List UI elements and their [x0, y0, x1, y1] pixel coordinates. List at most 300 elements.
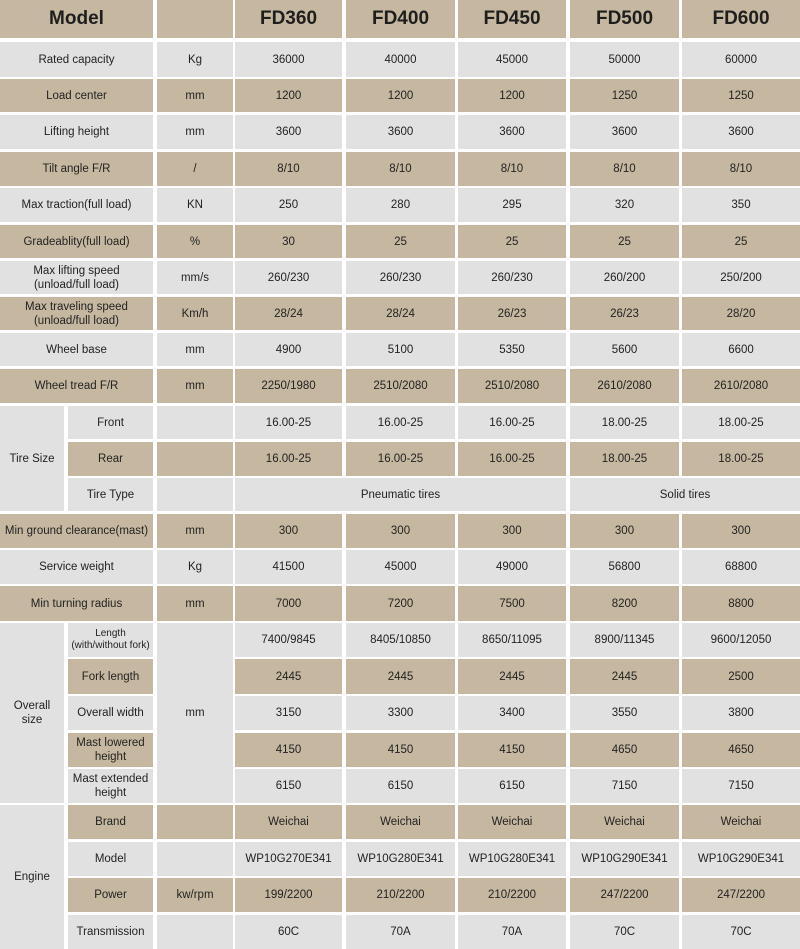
value-cell-text: 7200	[387, 597, 414, 610]
value-cell	[682, 805, 800, 839]
value-cell-text: 16.00-25	[265, 453, 312, 465]
spec-label	[0, 225, 153, 258]
value-cell-text: 3600	[387, 126, 414, 138]
overall-size-unit-text: mm	[185, 707, 205, 719]
value-cell	[682, 659, 800, 694]
value-cell	[458, 115, 566, 149]
value-cell	[346, 550, 455, 584]
spec-unit	[157, 369, 233, 403]
value-cell	[346, 805, 455, 839]
value-cell	[570, 696, 679, 730]
value-cell	[346, 369, 455, 403]
value-cell	[458, 878, 566, 912]
value-cell-text: 8650/11095	[482, 634, 542, 646]
value-cell	[235, 550, 342, 584]
value-cell	[235, 623, 342, 657]
spec-label-text: Max traveling speed (unload/full load)	[25, 300, 128, 327]
value-cell-text: Weichai	[604, 816, 645, 828]
value-cell-text: 5600	[611, 343, 638, 356]
value-cell	[570, 550, 679, 584]
spec-label-text: Gradeablity(full load)	[23, 235, 130, 248]
value-cell	[570, 261, 679, 294]
value-cell	[346, 261, 455, 294]
value-cell	[346, 115, 455, 149]
value-cell-text: 2610/2080	[597, 380, 652, 392]
overall-sub-label-text: Overall width	[77, 707, 144, 719]
value-cell	[346, 79, 455, 112]
value-cell-text: 68800	[725, 561, 757, 573]
tire-type-pneumatic	[235, 478, 566, 511]
value-cell	[458, 623, 566, 657]
spec-label	[0, 550, 153, 584]
value-cell-text: 6150	[387, 780, 414, 792]
spec-unit	[157, 550, 233, 584]
value-cell	[458, 152, 566, 186]
value-cell-text: 28/24	[274, 307, 303, 320]
overall-size-group-label-text: Overall size	[13, 700, 51, 726]
spec-label	[0, 333, 153, 366]
value-cell-text: 2500	[728, 670, 754, 683]
spec-unit	[157, 115, 233, 149]
spec-unit	[157, 406, 233, 439]
tire-type-label	[68, 478, 153, 511]
overall-sub-label	[68, 623, 153, 657]
value-cell-text: 2510/2080	[484, 380, 540, 392]
value-cell	[682, 297, 800, 330]
value-cell-text: 260/200	[603, 271, 646, 284]
value-cell-text: 210/2200	[376, 889, 425, 901]
value-cell	[346, 225, 455, 258]
spec-label	[0, 514, 153, 548]
value-cell-text: 6600	[728, 343, 754, 356]
value-cell-text: Weichai	[491, 816, 533, 828]
value-cell-text: 280	[390, 199, 411, 211]
value-cell-text: 70A	[501, 926, 523, 938]
value-cell	[346, 915, 455, 949]
spec-label	[0, 79, 153, 112]
spec-unit	[157, 878, 233, 912]
value-cell-text: 8405/10850	[370, 634, 431, 646]
value-cell	[570, 369, 679, 403]
value-cell	[346, 878, 455, 912]
value-cell	[458, 79, 566, 112]
value-cell	[458, 261, 566, 294]
spec-unit-text: kw/rpm	[176, 889, 214, 901]
tire-type-label-text: Tire Type	[86, 488, 135, 501]
spec-unit	[157, 261, 233, 294]
tire-type-solid	[570, 478, 800, 511]
value-cell	[682, 79, 800, 112]
engine-sub-label-text: Model	[94, 853, 127, 865]
value-cell-text: 3600	[728, 126, 754, 138]
value-cell	[570, 79, 679, 112]
value-cell	[458, 550, 566, 584]
engine-sub-label-text: Brand	[95, 816, 126, 828]
value-cell-text: 260/230	[491, 271, 533, 284]
value-cell-text: 60000	[725, 53, 757, 66]
value-cell	[235, 225, 342, 258]
value-cell	[570, 586, 679, 621]
value-cell-text: 2445	[611, 670, 638, 683]
value-cell	[682, 442, 800, 476]
value-cell	[235, 442, 342, 476]
value-cell-text: 4900	[275, 343, 302, 356]
value-cell-text: 2445	[499, 670, 525, 683]
value-cell-text: 50000	[608, 53, 641, 66]
value-cell	[346, 152, 455, 186]
value-cell-text: 5350	[499, 343, 525, 356]
model-header-text: Model	[49, 8, 104, 29]
value-cell-text: 300	[278, 525, 299, 537]
value-cell	[682, 369, 800, 403]
value-cell-text: 250/200	[720, 271, 762, 284]
value-cell-text: 7500	[499, 597, 525, 610]
value-cell-text: 3600	[611, 126, 638, 138]
tire-rear-label-text: Rear	[98, 453, 123, 465]
value-cell	[570, 733, 679, 767]
value-cell	[458, 659, 566, 694]
value-cell	[682, 188, 800, 222]
spec-unit	[157, 225, 233, 258]
overall-sub-label-text: Mast extended height	[72, 773, 149, 799]
spec-unit-text: mm	[185, 525, 205, 537]
tire-rear-label	[68, 442, 153, 476]
value-cell-text: 3800	[728, 707, 754, 719]
value-cell	[682, 878, 800, 912]
value-cell	[458, 333, 566, 366]
model-column-header-text: FD360	[259, 8, 318, 29]
spec-label	[0, 152, 153, 186]
value-cell	[570, 42, 679, 77]
spec-unit	[157, 478, 233, 511]
value-cell	[235, 152, 342, 186]
value-cell	[682, 115, 800, 149]
value-cell-text: 7000	[275, 597, 302, 610]
value-cell	[682, 842, 800, 876]
model-header	[0, 0, 153, 38]
value-cell-text: 250	[278, 199, 299, 211]
model-column-header-text: FD600	[712, 8, 770, 29]
spec-unit-text: Kg	[187, 561, 203, 573]
value-cell-text: 28/24	[386, 307, 415, 320]
value-cell-text: 18.00-25	[601, 453, 648, 465]
spec-label-text: Min ground clearance(mast)	[4, 525, 149, 537]
spec-label	[0, 42, 153, 77]
value-cell	[682, 915, 800, 949]
engine-sub-label	[68, 915, 153, 949]
overall-sub-label-text: Fork length	[81, 670, 140, 683]
value-cell-text: Weichai	[380, 816, 421, 828]
spec-unit	[157, 586, 233, 621]
value-cell-text: 210/2200	[488, 889, 536, 901]
value-cell	[235, 406, 342, 439]
value-cell	[346, 842, 455, 876]
value-cell-text: 26/23	[497, 307, 527, 320]
overall-size-unit	[157, 623, 233, 803]
value-cell-text: 8/10	[277, 163, 300, 175]
value-cell-text: WP10G290E341	[697, 853, 785, 865]
value-cell-text: 300	[731, 525, 751, 537]
value-cell-text: WP10G270E341	[245, 853, 332, 865]
value-cell	[570, 297, 679, 330]
spec-label-text: Load center	[46, 89, 107, 102]
engine-sub-label-text: Transmission	[76, 926, 145, 938]
value-cell-text: 18.00-25	[601, 416, 648, 429]
spec-unit-text: /	[193, 163, 197, 175]
value-cell	[570, 769, 679, 803]
value-cell	[346, 188, 455, 222]
value-cell	[346, 733, 455, 767]
value-cell	[570, 842, 679, 876]
value-cell-text: 260/230	[267, 271, 310, 284]
spec-label-text: Rated capacity	[38, 53, 115, 66]
engine-group-label-text: Engine	[14, 871, 50, 883]
model-column-header	[682, 0, 800, 38]
spec-unit-text: mm	[185, 126, 205, 138]
value-cell	[682, 696, 800, 730]
spec-unit	[157, 42, 233, 77]
value-cell	[458, 42, 566, 77]
value-cell-text: 199/2200	[264, 889, 313, 901]
value-cell	[346, 586, 455, 621]
spec-unit	[157, 188, 233, 222]
value-cell	[458, 769, 566, 803]
spec-unit	[157, 297, 233, 330]
value-cell-text: 8900/11345	[594, 634, 655, 646]
value-cell	[682, 261, 800, 294]
unit-header-blank	[157, 0, 233, 38]
model-column-header	[346, 0, 455, 38]
value-cell	[235, 333, 342, 366]
value-cell	[570, 333, 679, 366]
value-cell	[570, 915, 679, 949]
spec-unit	[157, 842, 233, 876]
value-cell-text: 8/10	[389, 163, 412, 175]
value-cell	[458, 188, 566, 222]
value-cell	[458, 805, 566, 839]
value-cell-text: 3550	[611, 707, 638, 719]
value-cell-text: 25	[618, 235, 631, 248]
value-cell	[235, 659, 342, 694]
value-cell	[570, 514, 679, 548]
value-cell-text: 36000	[272, 53, 305, 66]
spec-unit	[157, 514, 233, 548]
value-cell	[682, 514, 800, 548]
spec-label-text: Lifting height	[43, 126, 110, 138]
spec-label	[0, 297, 153, 330]
spec-unit	[157, 152, 233, 186]
value-cell	[570, 115, 679, 149]
value-cell	[235, 842, 342, 876]
spec-unit-text: mm	[185, 343, 205, 356]
spec-unit-text: Km/h	[181, 307, 209, 320]
value-cell	[235, 188, 342, 222]
value-cell	[235, 733, 342, 767]
value-cell-text: 300	[614, 525, 635, 537]
value-cell-text: 4650	[728, 744, 754, 756]
value-cell	[682, 623, 800, 657]
value-cell-text: 40000	[384, 53, 417, 66]
spec-label	[0, 586, 153, 621]
spec-unit	[157, 442, 233, 476]
value-cell	[235, 79, 342, 112]
value-cell	[570, 406, 679, 439]
model-column-header	[458, 0, 566, 38]
value-cell	[458, 696, 566, 730]
spec-unit-text: KN	[187, 199, 203, 211]
tire-size-group-label-text: Tire Size	[9, 452, 55, 465]
value-cell-text: 3150	[275, 707, 302, 719]
value-cell-text: Weichai	[720, 816, 762, 828]
engine-group-label	[0, 805, 64, 949]
value-cell	[235, 878, 342, 912]
value-cell	[458, 514, 566, 548]
value-cell-text: 56800	[608, 561, 641, 573]
value-cell-text: 18.00-25	[718, 453, 764, 465]
value-cell-text: 8200	[611, 597, 638, 610]
value-cell	[235, 369, 342, 403]
value-cell-text: 25	[505, 235, 519, 248]
value-cell-text: 295	[502, 199, 522, 211]
spec-unit-text: mm	[185, 597, 205, 610]
value-cell-text: 4650	[611, 744, 638, 756]
value-cell	[682, 586, 800, 621]
value-cell-text: 2610/2080	[713, 380, 769, 392]
overall-size-group-label	[0, 623, 64, 803]
value-cell	[235, 915, 342, 949]
value-cell	[570, 188, 679, 222]
value-cell-text: 18.00-25	[718, 416, 764, 429]
value-cell	[458, 225, 566, 258]
value-cell-text: 8800	[728, 597, 754, 610]
value-cell-text: WP10G280E341	[468, 853, 556, 865]
value-cell-text: 30	[282, 235, 295, 248]
value-cell	[458, 297, 566, 330]
value-cell	[458, 369, 566, 403]
value-cell	[570, 659, 679, 694]
value-cell	[346, 514, 455, 548]
value-cell-text: 28/20	[726, 307, 756, 320]
value-cell-text: 49000	[496, 561, 528, 573]
value-cell-text: 300	[390, 525, 411, 537]
value-cell	[458, 733, 566, 767]
value-cell-text: 7400/9845	[261, 634, 316, 646]
value-cell-text: 1250	[728, 89, 754, 102]
value-cell-text: 25	[394, 235, 407, 248]
value-cell	[458, 406, 566, 439]
value-cell-text: 8/10	[729, 163, 753, 175]
overall-sub-label	[68, 733, 153, 767]
value-cell-text: 5100	[387, 343, 414, 356]
value-cell	[346, 769, 455, 803]
spec-unit-text: mm	[185, 89, 205, 102]
value-cell	[570, 442, 679, 476]
spec-label-text: Tilt angle F/R	[42, 163, 111, 175]
value-cell-text: 4150	[387, 744, 414, 756]
spec-label	[0, 261, 153, 294]
spec-label-text: Wheel tread F/R	[34, 380, 119, 392]
value-cell	[346, 659, 455, 694]
value-cell-text: 70C	[613, 926, 636, 938]
tire-front-label	[68, 406, 153, 439]
value-cell-text: 1200	[275, 89, 302, 102]
spec-unit	[157, 915, 233, 949]
value-cell	[570, 623, 679, 657]
value-cell	[235, 297, 342, 330]
value-cell-text: 3600	[499, 126, 525, 138]
value-cell	[682, 733, 800, 767]
engine-sub-label	[68, 878, 153, 912]
value-cell-text: 3400	[499, 707, 525, 719]
value-cell	[570, 805, 679, 839]
spec-label-text: Max traction(full load)	[21, 199, 132, 211]
value-cell	[682, 225, 800, 258]
value-cell-text: 247/2200	[717, 889, 765, 901]
spec-label	[0, 369, 153, 403]
value-cell-text: 2445	[387, 670, 414, 683]
value-cell-text: 25	[734, 235, 748, 248]
spec-label-text: Max lifting speed (unload/full load)	[33, 264, 120, 291]
value-cell-text: 6150	[275, 780, 302, 792]
value-cell	[458, 915, 566, 949]
value-cell-text: 45000	[384, 561, 417, 573]
overall-sub-label-text: Length (with/without fork)	[71, 628, 150, 651]
value-cell-text: 70C	[730, 926, 752, 938]
value-cell	[346, 297, 455, 330]
value-cell-text: 260/230	[379, 271, 422, 284]
value-cell	[235, 769, 342, 803]
value-cell	[570, 225, 679, 258]
value-cell-text: 7150	[611, 780, 638, 792]
value-cell-text: 320	[614, 199, 635, 211]
value-cell	[682, 769, 800, 803]
value-cell-text: 350	[731, 199, 751, 211]
value-cell	[458, 442, 566, 476]
value-cell	[346, 442, 455, 476]
value-cell	[458, 586, 566, 621]
value-cell-text: 60C	[277, 926, 300, 938]
value-cell	[458, 842, 566, 876]
value-cell-text: 1200	[499, 89, 525, 102]
value-cell	[346, 696, 455, 730]
value-cell	[682, 42, 800, 77]
value-cell-text: 45000	[496, 53, 528, 66]
value-cell	[682, 406, 800, 439]
tire-front-label-text: Front	[97, 416, 124, 429]
value-cell-text: 26/23	[610, 307, 639, 320]
value-cell	[346, 406, 455, 439]
value-cell-text: 8/10	[500, 163, 524, 175]
spec-unit-text: mm	[185, 380, 205, 392]
value-cell-text: 3300	[387, 707, 414, 719]
value-cell-text: 16.00-25	[377, 416, 424, 429]
value-cell	[235, 261, 342, 294]
value-cell-text: 70A	[390, 926, 411, 938]
value-cell-text: 16.00-25	[489, 453, 535, 465]
value-cell	[235, 805, 342, 839]
spec-unit	[157, 79, 233, 112]
engine-sub-label	[68, 805, 153, 839]
value-cell-text: WP10G290E341	[581, 853, 668, 865]
value-cell-text: Weichai	[268, 816, 309, 828]
spec-label-text: Min turning radius	[30, 597, 123, 610]
spec-label-text: Wheel base	[46, 343, 107, 356]
value-cell-text: 6150	[499, 780, 525, 792]
spec-unit-text: %	[189, 235, 201, 248]
value-cell	[570, 878, 679, 912]
model-column-header	[235, 0, 342, 38]
engine-sub-label	[68, 842, 153, 876]
